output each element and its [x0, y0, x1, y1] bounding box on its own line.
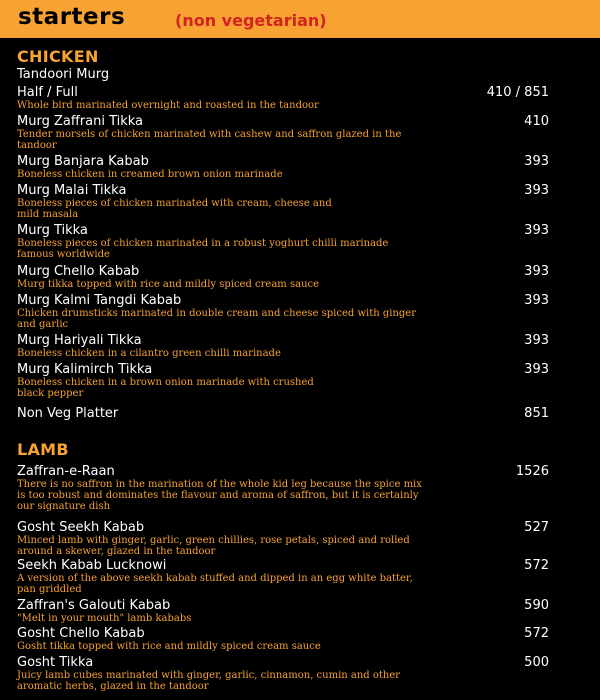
page-title: starters: [18, 4, 126, 30]
item-name: Zaffran-e-Raan: [17, 464, 115, 479]
menu-item: [17, 558, 587, 595]
item-name: Gosht Seekh Kabab: [17, 520, 145, 535]
header-bar: [0, 0, 600, 38]
item-name: Murg Kalmi Tangdi Kabab: [17, 293, 182, 308]
item-price: 393: [524, 154, 549, 169]
item-name: Murg Chello Kabab: [17, 264, 140, 279]
item-name: Murg Hariyali Tikka: [17, 333, 142, 348]
item-description: Boneless pieces of chicken marinated with cream, cheese and mild masala: [17, 198, 332, 220]
item-name: Gosht Chello Kabab: [17, 626, 145, 641]
menu-item: [17, 264, 587, 290]
item-name: Tandoori Murg: [17, 67, 110, 82]
item-description: "Melt in your mouth" lamb kababs: [17, 613, 192, 624]
item-description: Whole bird marinated overnight and roasted in the tandoor: [17, 100, 319, 111]
menu-item: [17, 154, 587, 180]
menu-item: [17, 333, 587, 359]
menu-item: [17, 655, 587, 692]
item-name: Zaffran's Galouti Kabab: [17, 598, 171, 613]
page-subtitle: (non vegetarian): [175, 11, 327, 30]
item-price: 393: [524, 333, 549, 348]
item-price: 500: [524, 655, 549, 670]
item-name: Seekh Kabab Lucknowi: [17, 558, 167, 573]
item-name: Murg Tikka: [17, 223, 88, 238]
item-price: 1526: [515, 464, 549, 479]
item-description: There is no saffron in the marination of the whole kid leg because the spice mix is too robust and dominates the flavour and aroma of saffron, but it is certainly our signature dish: [17, 479, 422, 512]
item-description: Chicken drumsticks marinated in double cream and cheese spiced with ginger and garlic: [17, 308, 417, 330]
menu-item: [17, 626, 587, 652]
item-description: Boneless chicken in a cilantro green chilli marinade: [17, 348, 281, 359]
item-name: Gosht Tikka: [17, 655, 94, 670]
item-description: Juicy lamb cubes marinated with ginger, garlic, cinnamon, cumin and other aromatic herbs, glazed in the tandoor: [17, 670, 401, 692]
item-description: Minced lamb with ginger, garlic, green chillies, rose petals, spiced and rolled around a skewer, glazed in the tandoor: [17, 535, 410, 557]
section-title-chicken: CHICKEN: [17, 47, 99, 66]
item-description: Boneless pieces of chicken marinated in a robust yoghurt chilli marinade famous worldwide: [17, 238, 389, 260]
item-description: A version of the above seekh kabab stuffed and dipped in an egg white batter, pan griddled: [17, 573, 413, 595]
item-description: Boneless chicken in a brown onion marinade with crushed black pepper: [17, 377, 314, 399]
menu-item: [17, 598, 587, 624]
menu-item: [17, 293, 587, 330]
menu-item: [17, 406, 587, 421]
item-name: Murg Kalimirch Tikka: [17, 362, 153, 377]
item-price: 393: [524, 362, 549, 377]
menu-item: [17, 362, 587, 399]
item-name: Non Veg Platter: [17, 406, 119, 421]
item-description: Boneless chicken in creamed brown onion marinade: [17, 169, 283, 180]
item-price: 393: [524, 183, 549, 198]
menu-item: [17, 223, 587, 260]
menu-item: [17, 67, 587, 111]
item-name: Murg Banjara Kabab: [17, 154, 149, 169]
item-price: 410: [524, 114, 549, 129]
item-name: Murg Malai Tikka: [17, 183, 127, 198]
item-price: 572: [524, 626, 549, 641]
item-price: 393: [524, 223, 549, 238]
item-price: 410 / 851: [486, 85, 549, 100]
item-name: Murg Zaffrani Tikka: [17, 114, 144, 129]
item-description: Gosht tikka topped with rice and mildly spiced cream sauce: [17, 641, 321, 652]
menu-item: [17, 464, 587, 512]
item-price: 527: [524, 520, 549, 535]
item-description: Murg tikka topped with rice and mildly spiced cream sauce: [17, 279, 320, 290]
menu-item: [17, 114, 587, 151]
item-price: 572: [524, 558, 549, 573]
item-price: 393: [524, 264, 549, 279]
section-title-lamb: LAMB: [17, 440, 69, 459]
menu-item: [17, 183, 587, 220]
item-description: Tender morsels of chicken marinated with cashew and saffron glazed in the tandoor: [17, 129, 402, 151]
item-price: 393: [524, 293, 549, 308]
item-price: 851: [524, 406, 549, 421]
item-price: 590: [524, 598, 549, 613]
menu-item: [17, 520, 587, 557]
item-portion: Half / Full: [17, 85, 78, 100]
